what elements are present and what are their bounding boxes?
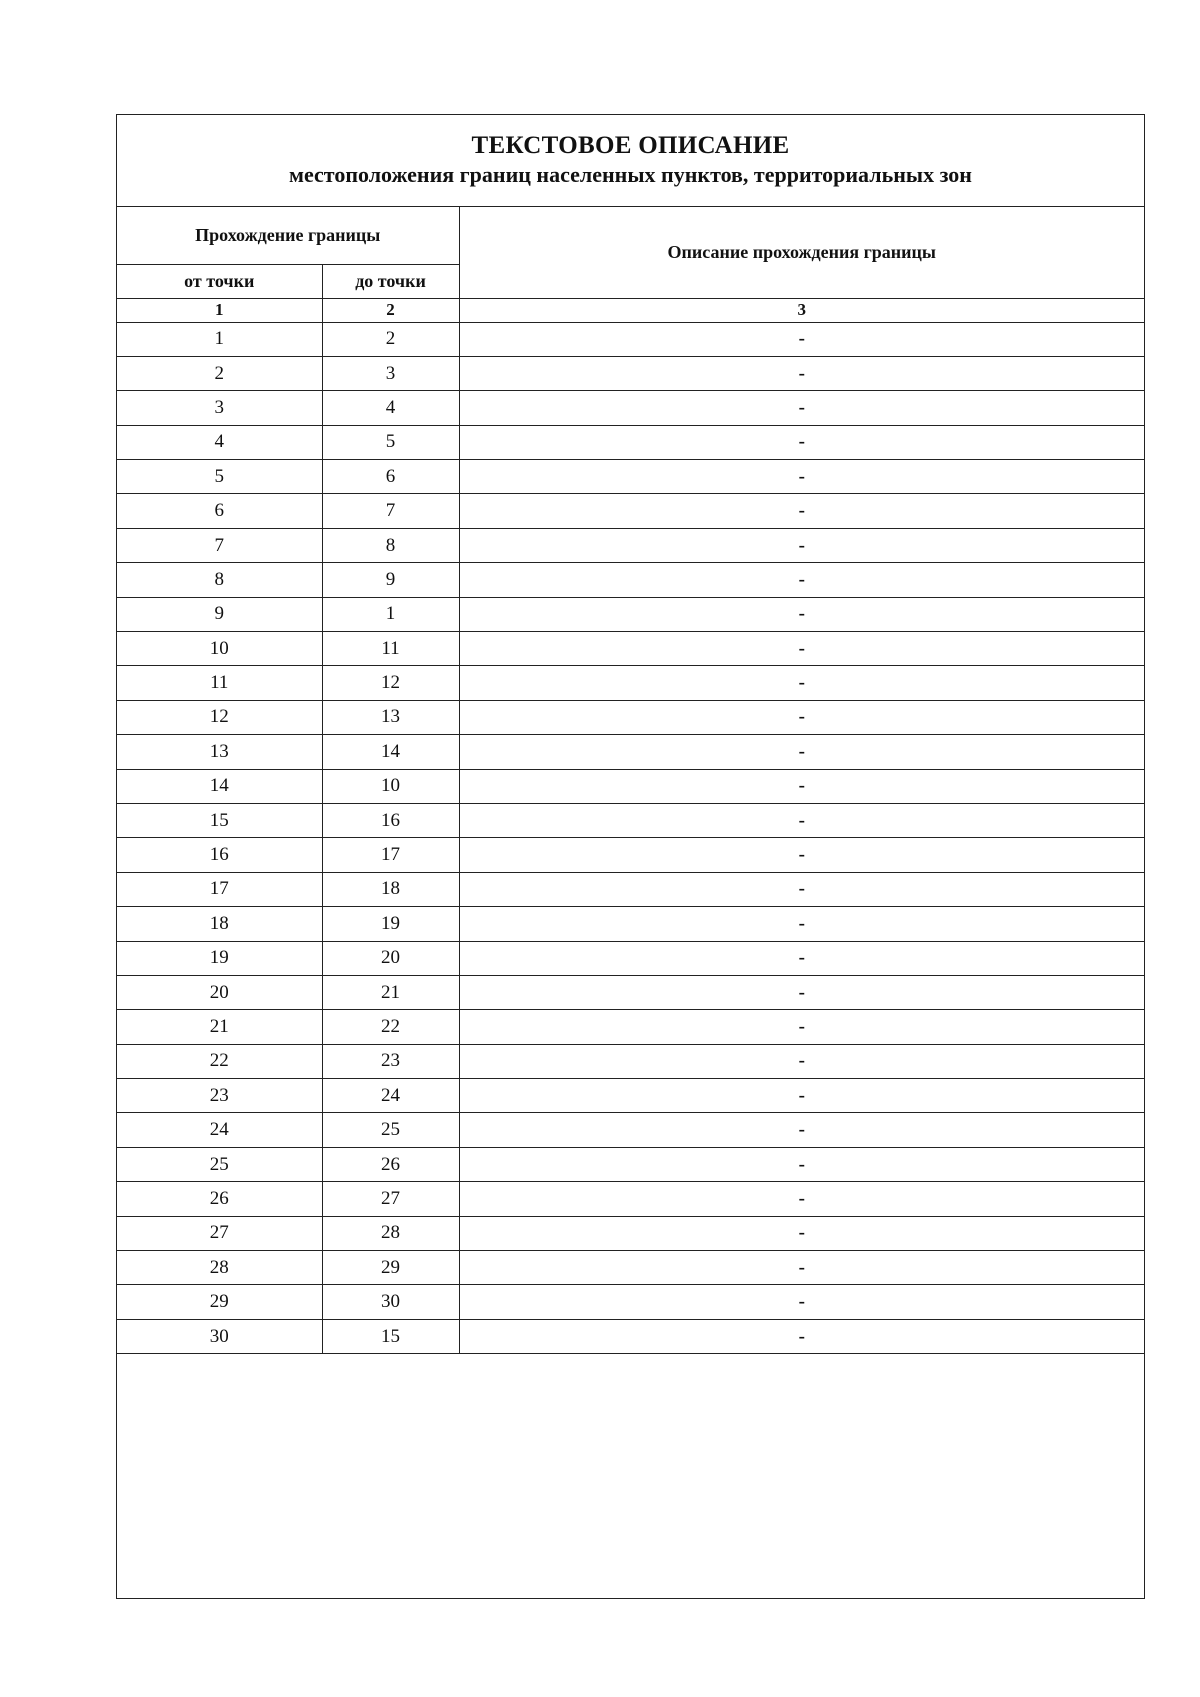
from-point-cell: 5 bbox=[117, 460, 322, 494]
to-point-cell: 7 bbox=[322, 494, 459, 528]
to-point-cell: 29 bbox=[322, 1251, 459, 1285]
title-block bbox=[117, 115, 1144, 207]
from-point-cell: 28 bbox=[117, 1251, 322, 1285]
table-row bbox=[117, 1010, 1144, 1044]
description-cell: - bbox=[459, 356, 1144, 390]
from-point-cell: 8 bbox=[117, 563, 322, 597]
to-point-cell: 24 bbox=[322, 1079, 459, 1113]
from-point-cell: 20 bbox=[117, 975, 322, 1009]
to-point-cell: 27 bbox=[322, 1182, 459, 1216]
from-point-cell: 2 bbox=[117, 356, 322, 390]
description-cell: - bbox=[459, 838, 1144, 872]
description-cell: - bbox=[459, 975, 1144, 1009]
from-point-cell: 12 bbox=[117, 700, 322, 734]
table-row bbox=[117, 941, 1144, 975]
from-point-cell: 23 bbox=[117, 1079, 322, 1113]
table-row bbox=[117, 460, 1144, 494]
table-row bbox=[117, 494, 1144, 528]
from-point-cell: 9 bbox=[117, 597, 322, 631]
description-cell: - bbox=[459, 425, 1144, 459]
table-row bbox=[117, 838, 1144, 872]
table-row bbox=[117, 666, 1144, 700]
from-point-cell: 11 bbox=[117, 666, 322, 700]
table-row bbox=[117, 391, 1144, 425]
description-cell: - bbox=[459, 1216, 1144, 1250]
table-row bbox=[117, 1285, 1144, 1319]
description-cell: - bbox=[459, 872, 1144, 906]
table-row bbox=[117, 632, 1144, 666]
from-point-cell: 18 bbox=[117, 907, 322, 941]
description-cell: - bbox=[459, 391, 1144, 425]
table-row bbox=[117, 1216, 1144, 1250]
from-point-header: от точки bbox=[117, 264, 322, 298]
to-point-cell: 10 bbox=[322, 769, 459, 803]
table-row bbox=[117, 1251, 1144, 1285]
from-point-cell: 22 bbox=[117, 1044, 322, 1078]
to-point-cell: 14 bbox=[322, 735, 459, 769]
from-point-cell: 27 bbox=[117, 1216, 322, 1250]
to-point-cell: 8 bbox=[322, 528, 459, 562]
table-row bbox=[117, 907, 1144, 941]
description-cell: - bbox=[459, 1319, 1144, 1353]
to-point-cell: 15 bbox=[322, 1319, 459, 1353]
to-point-cell: 2 bbox=[322, 322, 459, 356]
to-point-cell: 17 bbox=[322, 838, 459, 872]
description-cell: - bbox=[459, 1285, 1144, 1319]
table-row bbox=[117, 803, 1144, 837]
description-cell: - bbox=[459, 322, 1144, 356]
boundary-description-header: Описание прохождения границы bbox=[459, 207, 1144, 298]
table-row bbox=[117, 322, 1144, 356]
from-point-cell: 19 bbox=[117, 941, 322, 975]
description-cell: - bbox=[459, 769, 1144, 803]
to-point-cell: 12 bbox=[322, 666, 459, 700]
table-row bbox=[117, 356, 1144, 390]
from-point-cell: 1 bbox=[117, 322, 322, 356]
description-cell: - bbox=[459, 494, 1144, 528]
to-point-cell: 9 bbox=[322, 563, 459, 597]
document-sheet bbox=[116, 114, 1145, 1599]
to-point-cell: 26 bbox=[322, 1147, 459, 1181]
description-cell: - bbox=[459, 803, 1144, 837]
description-cell: - bbox=[459, 597, 1144, 631]
to-point-header: до точки bbox=[322, 264, 459, 298]
to-point-cell: 1 bbox=[322, 597, 459, 631]
description-cell: - bbox=[459, 563, 1144, 597]
table-row bbox=[117, 975, 1144, 1009]
column-number-2: 2 bbox=[322, 298, 459, 322]
to-point-cell: 21 bbox=[322, 975, 459, 1009]
to-point-cell: 22 bbox=[322, 1010, 459, 1044]
from-point-cell: 10 bbox=[117, 632, 322, 666]
from-point-cell: 25 bbox=[117, 1147, 322, 1181]
from-point-cell: 6 bbox=[117, 494, 322, 528]
table-row bbox=[117, 597, 1144, 631]
table-row bbox=[117, 1147, 1144, 1181]
to-point-cell: 30 bbox=[322, 1285, 459, 1319]
description-cell: - bbox=[459, 460, 1144, 494]
from-point-cell: 3 bbox=[117, 391, 322, 425]
to-point-cell: 25 bbox=[322, 1113, 459, 1147]
to-point-cell: 11 bbox=[322, 632, 459, 666]
column-number-3: 3 bbox=[459, 298, 1144, 322]
table-row bbox=[117, 735, 1144, 769]
from-point-cell: 14 bbox=[117, 769, 322, 803]
description-cell: - bbox=[459, 666, 1144, 700]
description-cell: - bbox=[459, 1251, 1144, 1285]
table-row bbox=[117, 563, 1144, 597]
to-point-cell: 6 bbox=[322, 460, 459, 494]
from-point-cell: 26 bbox=[117, 1182, 322, 1216]
table-row bbox=[117, 1319, 1144, 1353]
description-cell: - bbox=[459, 1147, 1144, 1181]
description-cell: - bbox=[459, 528, 1144, 562]
to-point-cell: 19 bbox=[322, 907, 459, 941]
table-row bbox=[117, 872, 1144, 906]
to-point-cell: 23 bbox=[322, 1044, 459, 1078]
from-point-cell: 16 bbox=[117, 838, 322, 872]
from-point-cell: 29 bbox=[117, 1285, 322, 1319]
from-point-cell: 13 bbox=[117, 735, 322, 769]
from-point-cell: 30 bbox=[117, 1319, 322, 1353]
description-cell: - bbox=[459, 941, 1144, 975]
boundary-table-body bbox=[117, 322, 1144, 1354]
from-point-cell: 17 bbox=[117, 872, 322, 906]
description-cell: - bbox=[459, 700, 1144, 734]
to-point-cell: 18 bbox=[322, 872, 459, 906]
description-cell: - bbox=[459, 1010, 1144, 1044]
description-cell: - bbox=[459, 1079, 1144, 1113]
description-cell: - bbox=[459, 632, 1144, 666]
to-point-cell: 20 bbox=[322, 941, 459, 975]
description-cell: - bbox=[459, 735, 1144, 769]
table-row bbox=[117, 1079, 1144, 1113]
from-point-cell: 4 bbox=[117, 425, 322, 459]
to-point-cell: 16 bbox=[322, 803, 459, 837]
description-cell: - bbox=[459, 1044, 1144, 1078]
from-point-cell: 24 bbox=[117, 1113, 322, 1147]
description-cell: - bbox=[459, 1182, 1144, 1216]
boundary-passage-header: Прохождение границы bbox=[117, 207, 459, 264]
document-subtitle: местоположения границ населенных пунктов, территориальных зон bbox=[289, 162, 972, 187]
description-cell: - bbox=[459, 907, 1144, 941]
table-row bbox=[117, 528, 1144, 562]
from-point-cell: 21 bbox=[117, 1010, 322, 1044]
to-point-cell: 3 bbox=[322, 356, 459, 390]
table-row bbox=[117, 425, 1144, 459]
table-row bbox=[117, 1044, 1144, 1078]
from-point-cell: 7 bbox=[117, 528, 322, 562]
table-row bbox=[117, 1182, 1144, 1216]
column-number-1: 1 bbox=[117, 298, 322, 322]
to-point-cell: 28 bbox=[322, 1216, 459, 1250]
document-title: ТЕКСТОВОЕ ОПИСАНИЕ bbox=[471, 132, 790, 159]
description-cell: - bbox=[459, 1113, 1144, 1147]
table-row bbox=[117, 1113, 1144, 1147]
table-row bbox=[117, 769, 1144, 803]
boundary-table bbox=[117, 207, 1144, 1354]
to-point-cell: 4 bbox=[322, 391, 459, 425]
to-point-cell: 13 bbox=[322, 700, 459, 734]
to-point-cell: 5 bbox=[322, 425, 459, 459]
from-point-cell: 15 bbox=[117, 803, 322, 837]
table-row bbox=[117, 700, 1144, 734]
